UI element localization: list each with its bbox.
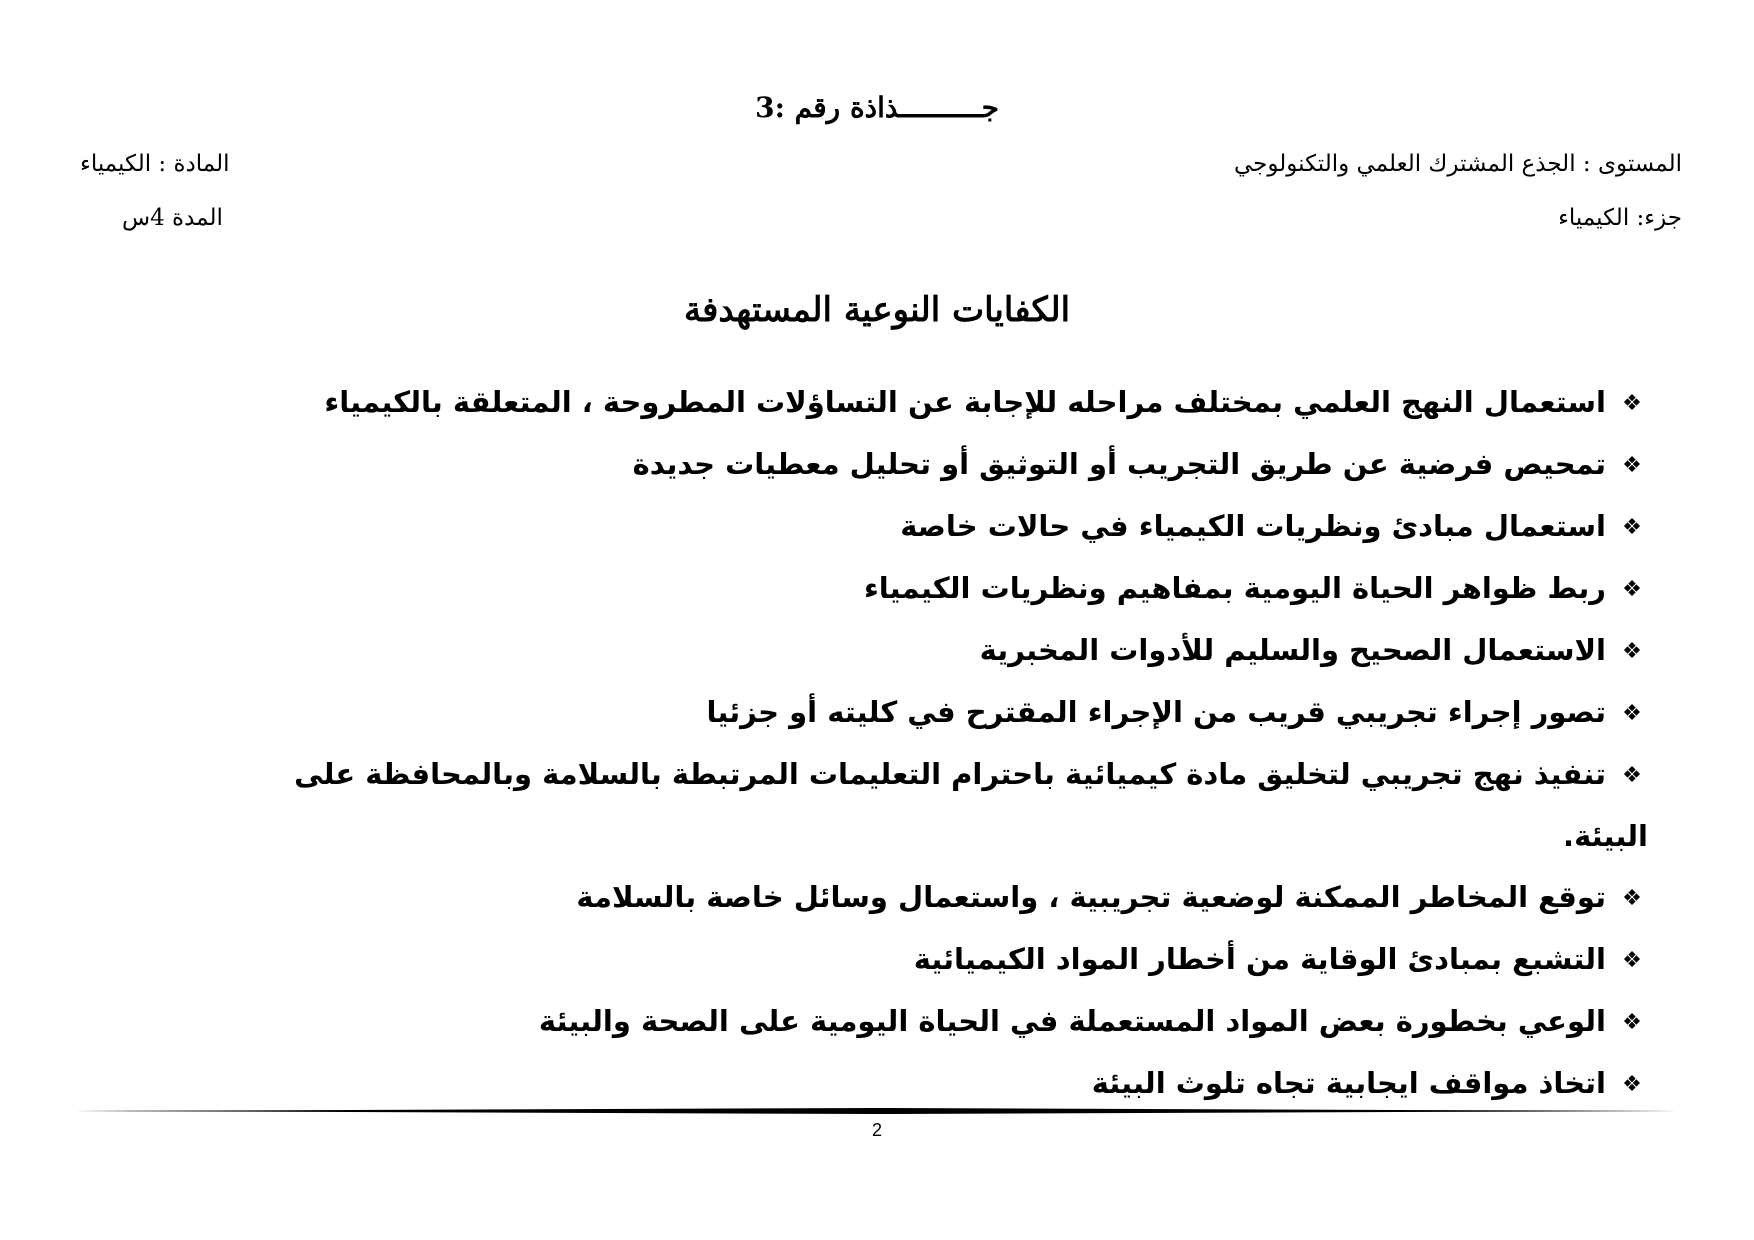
goal-text: استعمال النهج العلمي بمختلف مراحله للإجابة عن التساؤلات المطروحة ، المتعلقة بالكيمياء bbox=[324, 385, 1606, 419]
goal-text: تنفيذ نهج تجريبي لتخليق مادة كيميائية باحترام التعليمات المرتبطة بالسلامة وبالمحافظة على bbox=[294, 757, 1606, 791]
goal-text: استعمال مبادئ ونظريات الكيمياء في حالات خاصة bbox=[900, 509, 1606, 543]
goal-text-continuation: البيئة. bbox=[1563, 819, 1648, 853]
diamond-bullet-icon: ❖ bbox=[1622, 886, 1642, 911]
list-item bbox=[104, 744, 1648, 867]
list-item bbox=[104, 1053, 1644, 1115]
duration bbox=[122, 202, 223, 234]
list-item bbox=[104, 434, 1644, 496]
section-title: الكفايات النوعية المستهدفة bbox=[683, 290, 1071, 330]
goal-text: الاستعمال الصحيح والسليم للأدوات المخبرية bbox=[979, 633, 1606, 667]
diamond-bullet-icon: ❖ bbox=[1622, 639, 1642, 664]
footer-divider bbox=[74, 1108, 1678, 1114]
duration-label: المدة bbox=[172, 205, 223, 231]
subject-label: المادة : الكيمياء bbox=[80, 151, 230, 177]
level-label: المستوى : الجذع المشترك العلمي والتكنولوجي bbox=[1233, 151, 1682, 177]
page-number: 2 bbox=[871, 1120, 882, 1140]
diamond-bullet-icon: ❖ bbox=[1622, 391, 1642, 416]
list-item bbox=[104, 372, 1644, 434]
goal-text: توقع المخاطر الممكنة لوضعية تجريبية ، واستعمال وسائل خاصة بالسلامة bbox=[576, 880, 1606, 914]
document-title: جــــــــــذاذة رقم :3 bbox=[755, 91, 999, 124]
list-item bbox=[104, 867, 1644, 929]
diamond-bullet-icon: ❖ bbox=[1622, 948, 1642, 973]
list-item bbox=[104, 991, 1644, 1053]
list-item bbox=[104, 558, 1644, 620]
diamond-bullet-icon: ❖ bbox=[1622, 701, 1642, 726]
goal-text: تمحيص فرضية عن طريق التجريب أو التوثيق أو تحليل معطيات جديدة bbox=[632, 447, 1606, 481]
competencies-list bbox=[104, 372, 1648, 1115]
list-item bbox=[104, 496, 1644, 558]
goal-text: ربط ظواهر الحياة اليومية بمفاهيم ونظريات الكيمياء bbox=[863, 571, 1606, 605]
part-label: جزء: الكيمياء bbox=[1558, 205, 1682, 231]
diamond-bullet-icon: ❖ bbox=[1622, 1072, 1642, 1097]
list-item bbox=[104, 929, 1644, 991]
duration-value: 4س bbox=[122, 205, 165, 231]
diamond-bullet-icon: ❖ bbox=[1622, 453, 1642, 478]
goal-text: اتخاذ مواقف ايجابية تجاه تلوث البيئة bbox=[1091, 1066, 1606, 1100]
goal-text: التشبع بمبادئ الوقاية من أخطار المواد الكيميائية bbox=[913, 942, 1606, 976]
diamond-bullet-icon: ❖ bbox=[1622, 763, 1642, 788]
list-item bbox=[104, 682, 1644, 744]
goal-text: الوعي بخطورة بعض المواد المستعملة في الحياة اليومية على الصحة والبيئة bbox=[538, 1004, 1606, 1038]
diamond-bullet-icon: ❖ bbox=[1622, 577, 1642, 602]
diamond-bullet-icon: ❖ bbox=[1622, 1010, 1642, 1035]
goal-text: تصور إجراء تجريبي قريب من الإجراء المقترح في كليته أو جزئيا bbox=[706, 695, 1606, 729]
diamond-bullet-icon: ❖ bbox=[1622, 515, 1642, 540]
list-item bbox=[104, 620, 1644, 682]
